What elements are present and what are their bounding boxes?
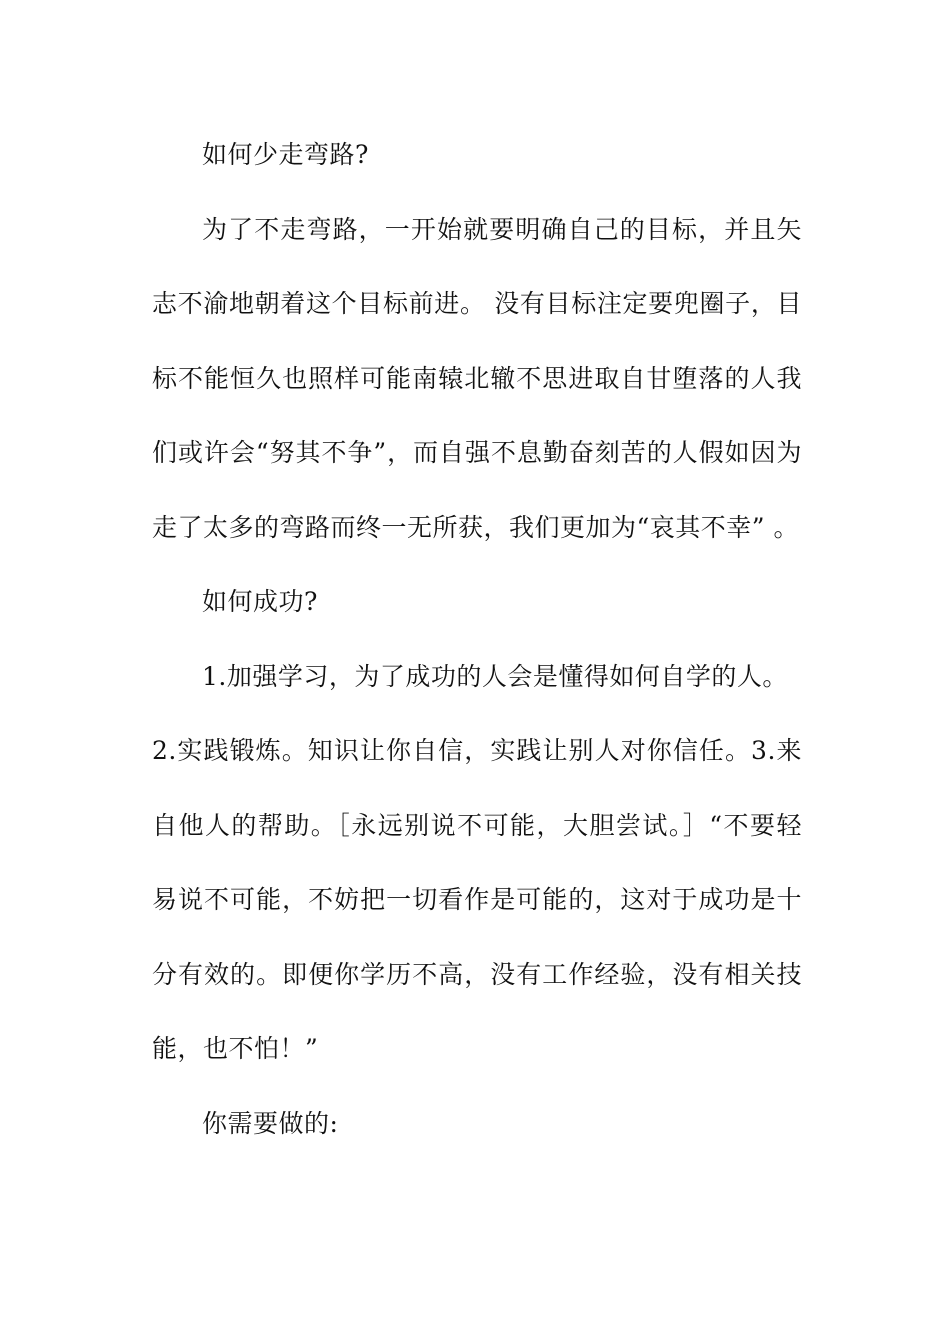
paragraph-points-2-3: 2.实践锻炼。知识让你自信，实践让别人对你信任。3.来自他人的帮助。［永远别说不可能，大胆尝试。］“不要轻易说不可能，不妨把一切看作是可能的，这对于成功是十分有效的。即便你学历不高，没有工作经验，没有相关技能，也不怕！”	[152, 736, 802, 1063]
heading-avoid-detours: 如何少走弯路?	[202, 140, 369, 169]
heading-how-to-succeed: 如何成功?	[202, 587, 318, 616]
paragraph-point-1: 1.加强学习，为了成功的人会是懂得如何自学的人。	[202, 661, 788, 691]
paragraph-avoid-detours: 为了不走弯路，一开始就要明确自己的目标，并且矢志不渝地朝着这个目标前进。 没有目标注定要兜圈子，目标不能恒久也照样可能南辕北辙不思进取自甘堕落的人我们或许会“努其不争”，而自强不息勤奋刻苦的人假如因为走了太多的弯路而终一无所获，我们更加为“哀其不幸” 。	[152, 214, 802, 542]
document-body	[152, 118, 802, 1161]
heading-what-you-need: 你需要做的:	[202, 1108, 339, 1138]
